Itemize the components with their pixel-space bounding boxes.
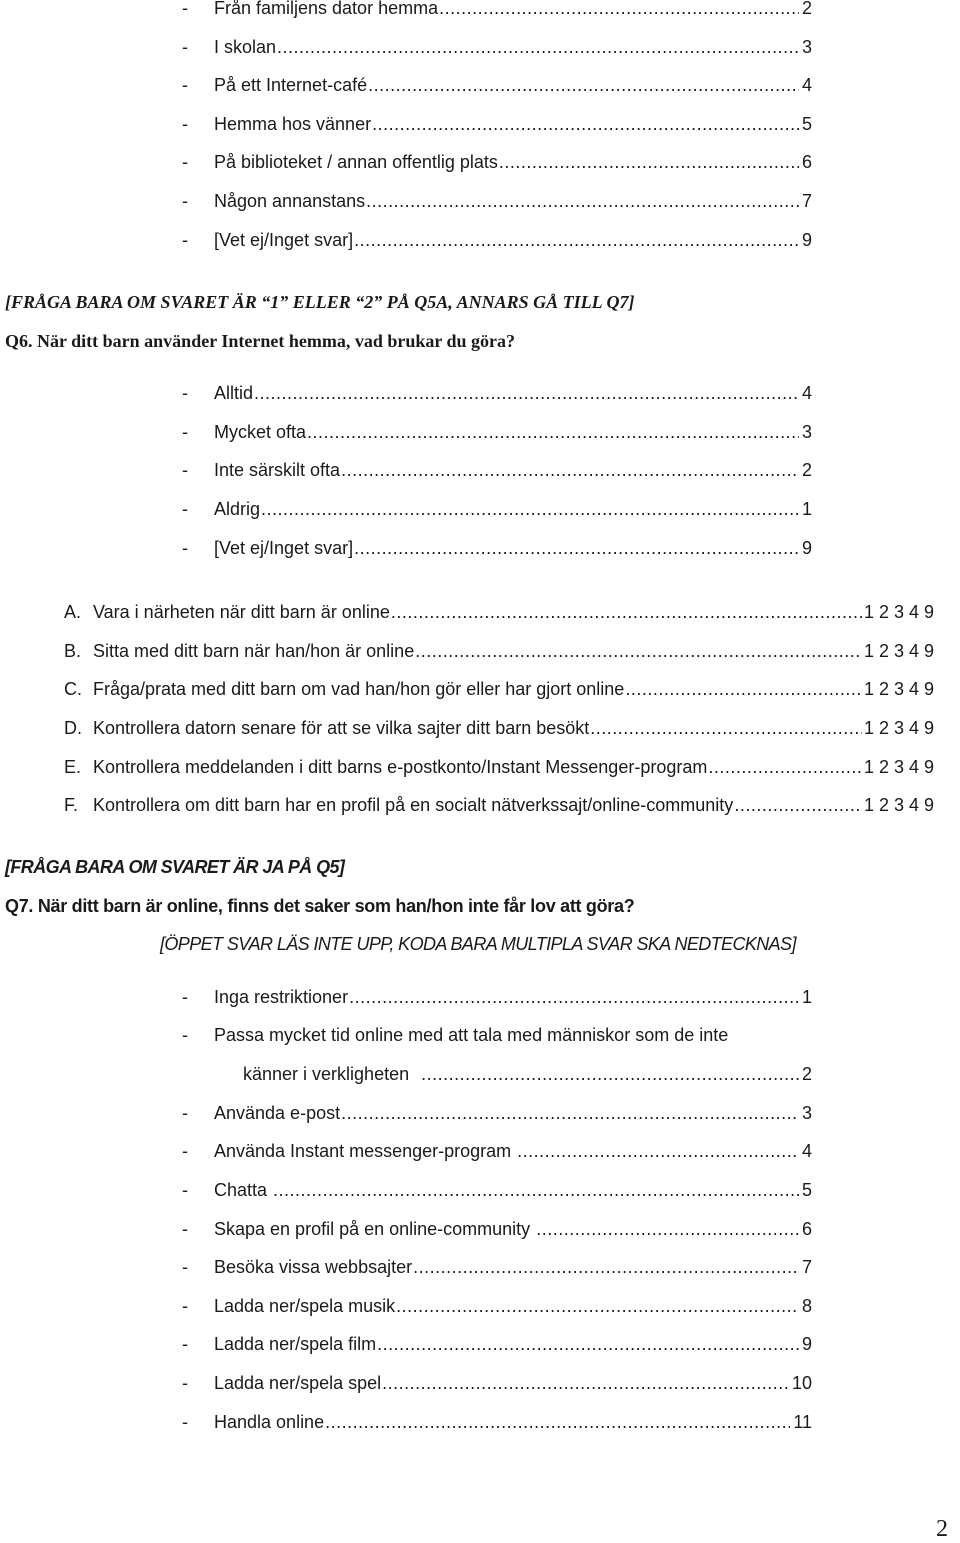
q7-title: Q7. När ditt barn är online, finns det saker som han/hon inte får lov att göra? bbox=[5, 896, 635, 916]
dash: - bbox=[182, 37, 188, 57]
leader-dots bbox=[590, 717, 862, 739]
answer-item-continuation bbox=[243, 1063, 812, 1085]
option-label: Handla online bbox=[214, 1412, 325, 1432]
leader-dots bbox=[307, 421, 799, 443]
leader-dots bbox=[277, 36, 799, 58]
dash: - bbox=[182, 422, 188, 442]
option-label: Aldrig bbox=[214, 499, 261, 519]
leader-dots bbox=[372, 113, 799, 135]
leader-dots bbox=[415, 640, 862, 662]
option-code: 3 bbox=[801, 422, 812, 442]
option-code: 5 bbox=[801, 114, 812, 134]
option-label: Hemma hos vänner bbox=[214, 114, 372, 134]
option-code: 7 bbox=[801, 191, 812, 211]
option-label: Skapa en profil på en online-community bbox=[214, 1219, 531, 1239]
leader-dots bbox=[325, 1411, 790, 1433]
subitem-letter: A. bbox=[64, 602, 82, 622]
subitem-label: Kontrollera datorn senare för att se vilka sajter ditt barn besökt bbox=[93, 718, 590, 738]
leader-dots bbox=[413, 1256, 799, 1278]
leader-dots bbox=[396, 1295, 799, 1317]
answer-item bbox=[182, 1295, 812, 1317]
leader-dots bbox=[439, 0, 799, 19]
q6-instruction: [FRÅGA BARA OM SVARET ÄR “1” ELLER “2” PÅ Q5A, ANNARS GÅ TILL Q7] bbox=[5, 292, 635, 312]
question-subitem bbox=[64, 640, 934, 662]
option-code: 6 bbox=[801, 1219, 812, 1239]
option-code: 4 bbox=[801, 1141, 812, 1161]
dash: - bbox=[182, 1412, 188, 1432]
option-code: 2 bbox=[801, 0, 812, 18]
option-label: Inte särskilt ofta bbox=[214, 460, 341, 480]
dash: - bbox=[182, 1141, 188, 1161]
option-label: Inga restriktioner bbox=[214, 987, 349, 1007]
answer-item bbox=[182, 1333, 812, 1355]
subitem-codes: 1 2 3 4 9 bbox=[863, 602, 934, 622]
dash: - bbox=[182, 1257, 188, 1277]
subitem-letter: E. bbox=[64, 757, 82, 777]
question-subitem bbox=[64, 717, 934, 739]
option-label: Ladda ner/spela musik bbox=[214, 1296, 396, 1316]
answer-item bbox=[182, 1179, 812, 1201]
option-label: Ladda ner/spela film bbox=[214, 1334, 377, 1354]
dash: - bbox=[182, 460, 188, 480]
dash: - bbox=[182, 191, 188, 211]
leader-dots bbox=[341, 459, 799, 481]
leader-dots bbox=[349, 986, 799, 1008]
list-item bbox=[182, 0, 812, 19]
answer-item bbox=[182, 1218, 812, 1240]
dash: - bbox=[182, 1103, 188, 1123]
leader-dots bbox=[517, 1140, 799, 1162]
leader-dots bbox=[354, 537, 799, 559]
option-code: 11 bbox=[793, 1412, 812, 1432]
option-label: I skolan bbox=[214, 37, 277, 57]
leader-dots bbox=[377, 1333, 799, 1355]
option-label: Ladda ner/spela spel bbox=[214, 1373, 382, 1393]
option-label: [Vet ej/Inget svar] bbox=[214, 230, 354, 250]
dash: - bbox=[182, 987, 188, 1007]
q6-title: Q6. När ditt barn använder Internet hemma, vad brukar du göra? bbox=[5, 331, 516, 351]
question-subitem bbox=[64, 756, 934, 778]
leader-dots bbox=[734, 794, 862, 816]
list-item bbox=[182, 36, 812, 58]
option-label: På biblioteket / annan offentlig plats bbox=[214, 152, 498, 172]
answer-item bbox=[182, 986, 812, 1008]
dash: - bbox=[182, 1180, 188, 1200]
option-code: 1 bbox=[801, 499, 812, 519]
option-code: 6 bbox=[801, 152, 812, 172]
answer-item bbox=[182, 1411, 812, 1433]
leader-dots bbox=[536, 1218, 799, 1240]
option-code: 5 bbox=[801, 1180, 812, 1200]
list-item bbox=[182, 190, 812, 212]
question-subitem bbox=[64, 794, 934, 816]
option-code: 10 bbox=[791, 1373, 812, 1393]
leader-dots bbox=[382, 1372, 789, 1394]
leader-dots bbox=[254, 382, 799, 404]
leader-dots bbox=[341, 1102, 799, 1124]
subitem-letter: D. bbox=[64, 718, 82, 738]
subitem-codes: 1 2 3 4 9 bbox=[863, 718, 934, 738]
dash: - bbox=[182, 75, 188, 95]
subitem-label: Vara i närheten när ditt barn är online bbox=[93, 602, 390, 622]
dash: - bbox=[182, 1334, 188, 1354]
dash: - bbox=[182, 152, 188, 172]
question-subitem bbox=[64, 678, 934, 700]
dash: - bbox=[182, 383, 188, 403]
leader-dots bbox=[625, 678, 862, 700]
option-code: 8 bbox=[801, 1296, 812, 1316]
scale-item bbox=[182, 382, 812, 404]
dash: - bbox=[182, 538, 188, 558]
leader-dots bbox=[708, 756, 862, 778]
dash: - bbox=[182, 499, 188, 519]
subitem-codes: 1 2 3 4 9 bbox=[863, 641, 934, 661]
subitem-letter: F. bbox=[64, 795, 79, 815]
subitem-label: Fråga/prata med ditt barn om vad han/hon gör eller har gjort online bbox=[93, 679, 625, 699]
answer-item bbox=[182, 1372, 812, 1394]
option-label: Från familjens dator hemma bbox=[214, 0, 439, 18]
answer-item bbox=[182, 1102, 812, 1124]
option-label: Använda Instant messenger-program bbox=[214, 1141, 512, 1161]
scale-item bbox=[182, 537, 812, 559]
dash: - bbox=[182, 1296, 188, 1316]
option-code: 4 bbox=[801, 383, 812, 403]
option-label: Mycket ofta bbox=[214, 422, 307, 442]
leader-dots bbox=[499, 151, 799, 173]
option-label: På ett Internet-café bbox=[214, 75, 368, 95]
subitem-letter: B. bbox=[64, 641, 82, 661]
option-label: Passa mycket tid online med att tala med människor som de inte bbox=[214, 1025, 729, 1045]
subitem-letter: C. bbox=[64, 679, 82, 699]
leader-dots bbox=[273, 1179, 799, 1201]
dash: - bbox=[182, 1373, 188, 1393]
option-code: 2 bbox=[801, 1064, 812, 1084]
option-code: 9 bbox=[801, 538, 812, 558]
page-number: 2 bbox=[936, 1516, 948, 1542]
subitem-label: Kontrollera meddelanden i ditt barns e-postkonto/Instant Messenger-program bbox=[93, 757, 708, 777]
q7-interviewer-note: [ÖPPET SVAR LÄS INTE UPP, KODA BARA MULTIPLA SVAR SKA NEDTECKNAS] bbox=[160, 934, 796, 954]
dash: - bbox=[182, 0, 188, 18]
leader-dots bbox=[368, 74, 799, 96]
option-code: 9 bbox=[801, 1334, 812, 1354]
leader-dots bbox=[261, 498, 799, 520]
option-label: Alltid bbox=[214, 383, 254, 403]
q7-instruction: [FRÅGA BARA OM SVARET ÄR JA PÅ Q5] bbox=[5, 857, 345, 877]
option-code: 2 bbox=[801, 460, 812, 480]
dash: - bbox=[182, 1219, 188, 1239]
subitem-codes: 1 2 3 4 9 bbox=[863, 795, 934, 815]
option-label: Chatta bbox=[214, 1180, 268, 1200]
dash: - bbox=[182, 230, 188, 250]
option-code: 7 bbox=[801, 1257, 812, 1277]
scale-item bbox=[182, 459, 812, 481]
subitem-label: Sitta med ditt barn när han/hon är online bbox=[93, 641, 415, 661]
subitem-codes: 1 2 3 4 9 bbox=[863, 679, 934, 699]
option-label: känner i verkligheten bbox=[243, 1064, 410, 1084]
dash: - bbox=[182, 114, 188, 134]
option-label: Någon annanstans bbox=[214, 191, 366, 211]
list-item bbox=[182, 113, 812, 135]
scale-item bbox=[182, 421, 812, 443]
list-item bbox=[182, 74, 812, 96]
list-item bbox=[182, 229, 812, 251]
answer-item bbox=[182, 1024, 812, 1046]
subitem-codes: 1 2 3 4 9 bbox=[863, 757, 934, 777]
option-code: 4 bbox=[801, 75, 812, 95]
leader-dots bbox=[391, 601, 862, 623]
dash: - bbox=[182, 1025, 188, 1045]
option-label: Besöka vissa webbsajter bbox=[214, 1257, 413, 1277]
leader-dots bbox=[354, 229, 799, 251]
option-label: [Vet ej/Inget svar] bbox=[214, 538, 354, 558]
option-code: 1 bbox=[801, 987, 812, 1007]
scale-item bbox=[182, 498, 812, 520]
leader-dots bbox=[421, 1063, 799, 1085]
subitem-label: Kontrollera om ditt barn har en profil på en socialt nätverkssajt/online-community bbox=[93, 795, 734, 815]
leader-dots bbox=[366, 190, 799, 212]
question-subitem bbox=[64, 601, 934, 623]
option-code: 9 bbox=[801, 230, 812, 250]
answer-item bbox=[182, 1140, 812, 1162]
option-label: Använda e-post bbox=[214, 1103, 341, 1123]
answer-item bbox=[182, 1256, 812, 1278]
option-code: 3 bbox=[801, 37, 812, 57]
option-code: 3 bbox=[801, 1103, 812, 1123]
list-item bbox=[182, 151, 812, 173]
